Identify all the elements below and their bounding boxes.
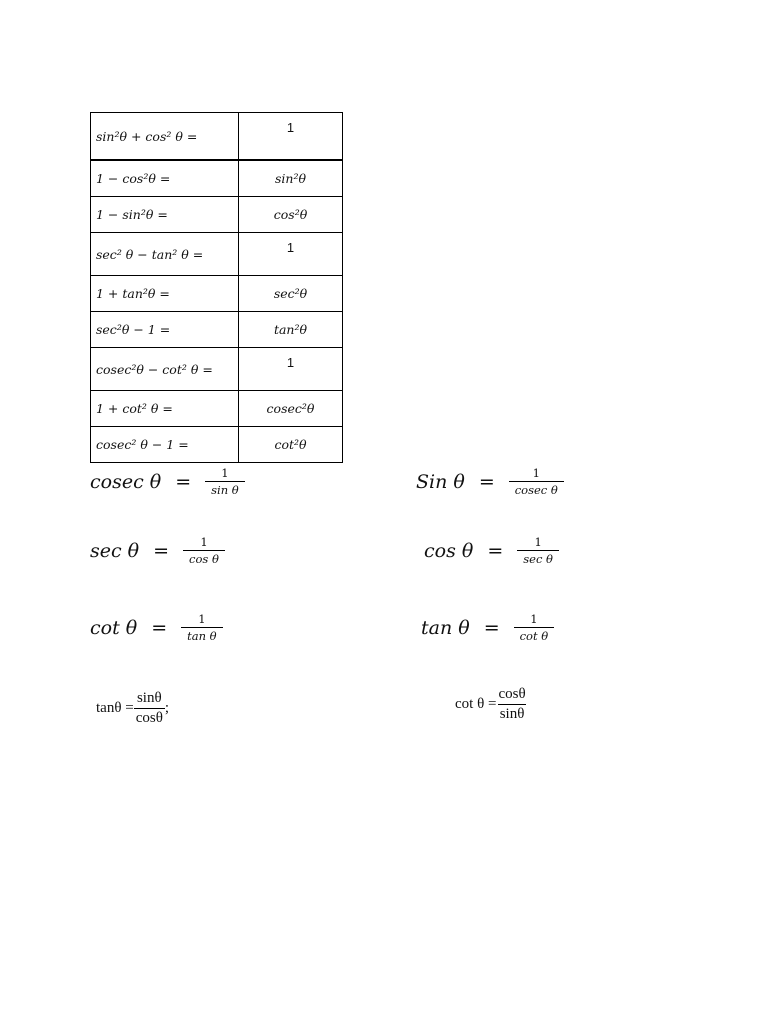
identity-rhs: sin²θ [239,160,343,197]
table-row [91,348,343,391]
fraction-denominator: sin θ [205,481,245,497]
fraction-denominator: cos θ [183,550,225,566]
table-row [91,391,343,427]
fraction-denominator: sec θ [517,550,559,566]
fraction-numerator: 1 [532,466,540,480]
formula-lhs: cot θ [90,616,138,639]
identities-table [90,112,343,463]
sec-reciprocal-formula [90,535,225,566]
identity-rhs: cot²θ [239,427,343,463]
identity-lhs: cosec²θ − cot² θ = [91,348,239,391]
identity-rhs: 1 [239,233,343,276]
fraction-denominator: cosθ [135,710,163,726]
identity-lhs: 1 − cos²θ = [91,160,239,197]
fraction [517,535,559,566]
identity-lhs: cosec² θ − 1 = [91,427,239,463]
formula-lhs: tanθ = [96,700,134,716]
fraction [205,466,245,497]
equals-sign: = [483,616,500,639]
fraction-numerator: 1 [200,535,208,549]
fraction [183,535,225,566]
fraction-denominator: cosec θ [509,481,564,497]
equals-sign: = [175,470,192,493]
sin-reciprocal-formula [416,466,564,497]
table-row [91,312,343,348]
fraction [181,612,222,643]
identity-lhs: 1 + tan²θ = [91,276,239,312]
fraction [134,690,165,727]
identity-lhs: 1 − sin²θ = [91,197,239,233]
equals-sign: = [487,539,504,562]
table-row [91,276,343,312]
formula-lhs: cot θ = [455,696,497,712]
identity-rhs: sec²θ [239,276,343,312]
identity-rhs: 1 [239,348,343,391]
identity-rhs: cosec²θ [239,391,343,427]
identity-rhs: tan²θ [239,312,343,348]
identity-rhs: cos²θ [239,197,343,233]
table-row [91,197,343,233]
fraction-numerator: 1 [530,612,538,626]
fraction [509,466,564,497]
formula-lhs: Sin θ [416,470,465,493]
tan-quotient-formula [96,690,169,727]
formula-lhs: cos θ [424,539,474,562]
fraction-denominator: sinθ [499,706,525,722]
fraction-denominator: cot θ [514,627,555,643]
fraction-numerator: 1 [221,466,229,480]
table-row [91,113,343,161]
fraction-numerator: sinθ [136,690,162,706]
cosec-reciprocal-formula [90,466,245,497]
identity-rhs: 1 [239,113,343,161]
table-row [91,233,343,276]
tan-reciprocal-formula [421,612,554,643]
cot-reciprocal-formula [90,612,223,643]
fraction [496,686,527,723]
equals-sign: = [153,539,170,562]
table-row [91,427,343,463]
cos-reciprocal-formula [424,535,559,566]
fraction-denominator: tan θ [181,627,222,643]
formula-lhs: cosec θ [90,470,162,493]
identity-lhs: sec² θ − tan² θ = [91,233,239,276]
identity-lhs: 1 + cot² θ = [91,391,239,427]
identity-lhs: sec²θ − 1 = [91,312,239,348]
formula-lhs: sec θ [90,539,140,562]
fraction [514,612,555,643]
cot-quotient-formula [455,686,528,723]
table-row [91,160,343,197]
formula-lhs: tan θ [421,616,470,639]
formula-suffix: ; [164,700,170,716]
identity-lhs: sin²θ + cos² θ = [91,113,239,161]
fraction-numerator: 1 [534,535,542,549]
fraction-numerator: cosθ [498,686,526,702]
fraction-numerator: 1 [198,612,206,626]
equals-sign: = [151,616,168,639]
equals-sign: = [478,470,495,493]
